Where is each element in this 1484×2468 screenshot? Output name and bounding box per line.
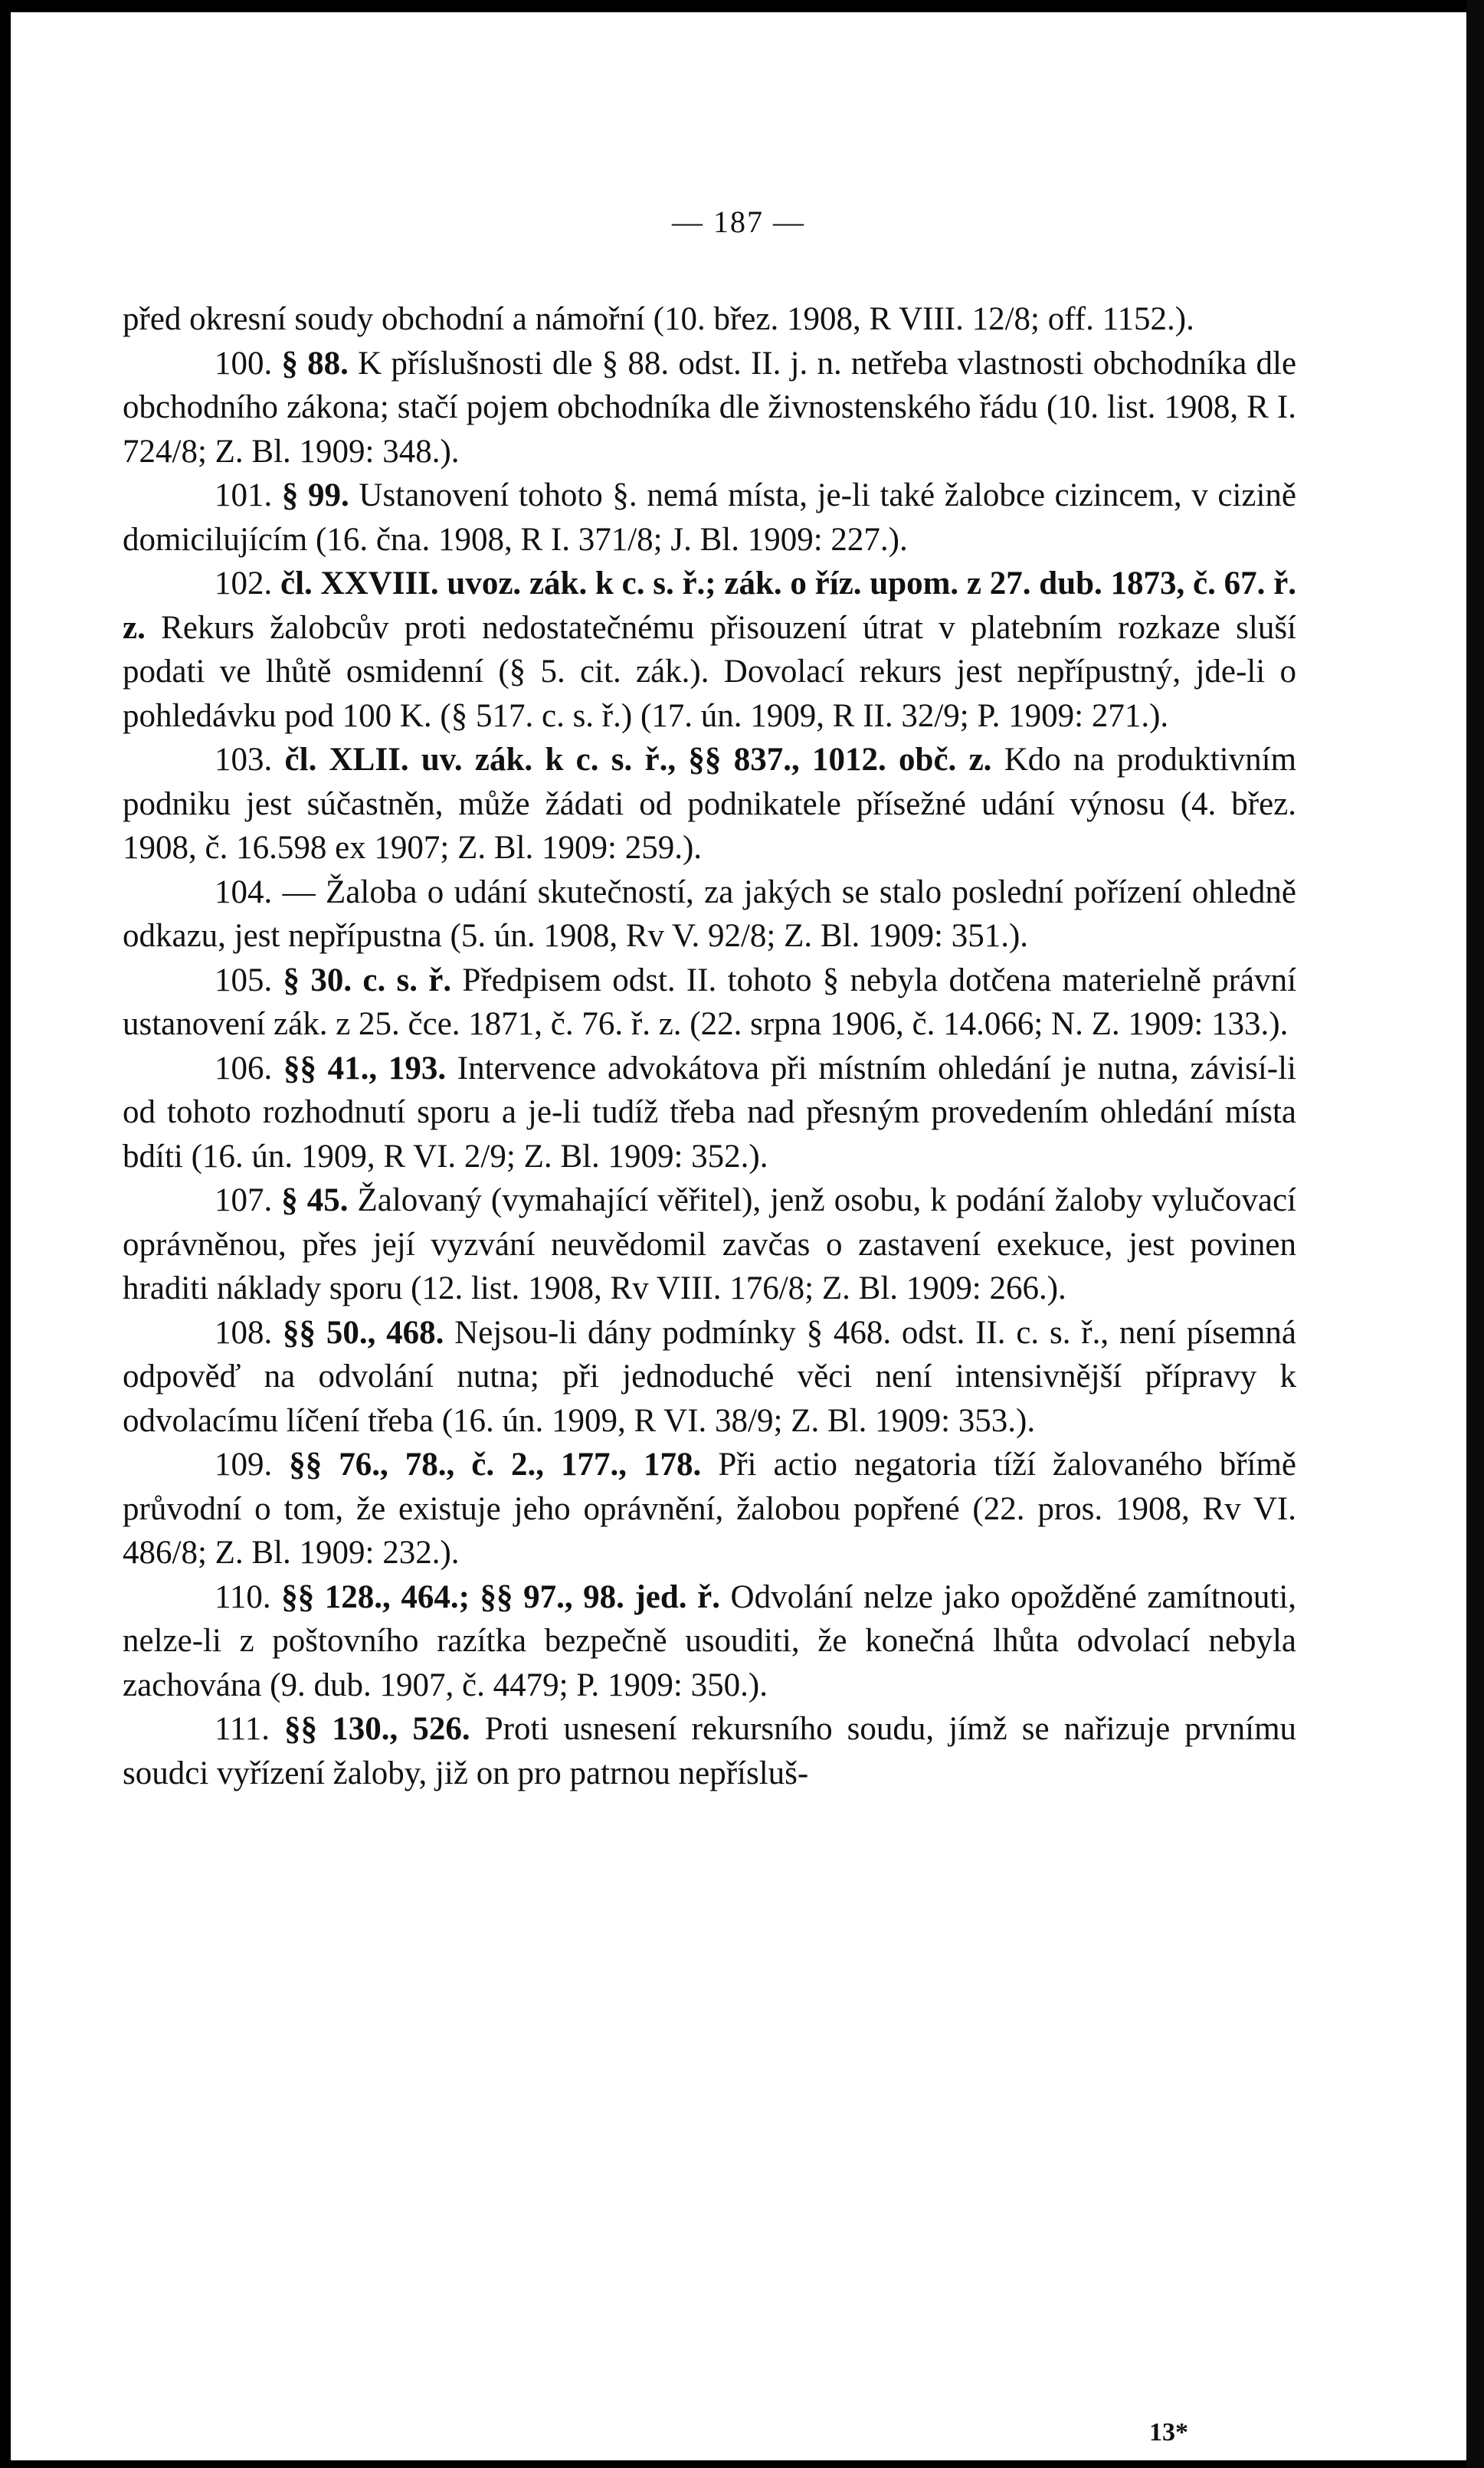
entry-heading: §§ 128., 464.; §§ 97., 98. jed. ř. <box>281 1578 720 1615</box>
page-number: — 187 — <box>672 205 805 239</box>
entry-number: 108. <box>215 1314 273 1351</box>
entry-number: 105. <box>215 962 273 998</box>
entry-body: Proti usnesení rekursního soudu, jímž se nařizuje prvnímu soudci vyřízení žaloby, již on pro patrnou nepřísluš- <box>123 1711 1297 1791</box>
entry-106 <box>123 1047 1296 1179</box>
entry-body: — Žaloba o udání skutečností, za jakých se stalo poslední pořízení ohledně odkazu, jest nepřípustna (5. ún. 1908, Rv V. 92/8; Z. Bl. 1909: 351.). <box>123 873 1297 954</box>
entry-heading: čl. XLII. uv. zák. k c. s. ř., §§ 837., 1012. obč. z. <box>284 742 992 778</box>
entry-heading: čl. XXVIII. uvoz. zák. k c. s. ř.; zák. o říz. upom. z 27. dub. 1873, č. 67. ř. z. <box>123 565 1296 646</box>
signature-mark: 13* <box>1149 2418 1188 2447</box>
entry-108 <box>123 1311 1296 1444</box>
entry-number: 110. <box>215 1578 271 1615</box>
entry-heading: §§ 130., 526. <box>284 1711 470 1747</box>
entry-body: Při actio negatoria tíží žalovaného břímě průvodní o tom, že existuje jeho oprávnění, žalobou popřené (22. pros. 1908, Rv VI. 486/8; Z. Bl. 1909: 232.). <box>123 1447 1297 1571</box>
entry-number: 103. <box>215 742 273 778</box>
entry-body: Intervence advokátova při místním ohledání je nutna, závisí-li od tohoto rozhodnutí sporu a je-li tudíž třeba nad přesným provedením ohledání místa bdíti (16. ún. 1909, R VI. 2/9; Z. Bl. 1909: 352.). <box>123 1050 1296 1175</box>
entry-heading: § 88. <box>281 345 349 382</box>
entry-number: 109. <box>215 1447 273 1483</box>
entry-heading: § 99. <box>281 477 349 513</box>
entry-number: 107. <box>215 1182 273 1218</box>
entry-104 <box>123 870 1296 959</box>
entry-number: 102. <box>215 565 273 601</box>
entry-heading: §§ 50., 468. <box>283 1314 444 1351</box>
entry-109 <box>123 1443 1296 1575</box>
entry-body: Nejsou-li dány podmínky § 468. odst. II. c. s. ř., není písemná odpověď na odvolání nutna; při jednoduché věci není intensivnější přípravy k odvolacímu líčení třeba (16. ún. 1909, R VI. 38/9; Z. Bl. 1909: 353.). <box>123 1314 1296 1439</box>
entry-110 <box>123 1575 1296 1708</box>
entry-100 <box>123 342 1296 474</box>
entry-number: 100. <box>215 345 273 382</box>
text-body <box>123 297 1296 1795</box>
entry-heading: § 45. <box>281 1182 349 1218</box>
entry-number: 111. <box>215 1711 270 1747</box>
entry-body: Kdo na produktivním podniku jest súčastněn, může žádati od podnikatele přísežné udání výnosu (4. břez. 1908, č. 16.598 ex 1907; Z. Bl. 1909: 259.). <box>123 742 1297 866</box>
entry-102 <box>123 562 1296 738</box>
entry-body: Žalovaný (vymahající věřitel), jenž osobu, k podání žaloby vylučovací oprávněnou, přes její vyzvání neuvědomil zavčas o zastavení exekuce, jest povinen hraditi náklady sporu (12. list. 1908, Rv VIII. 176/8; Z. Bl. 1909: 266.). <box>123 1182 1297 1306</box>
scan-edge <box>1466 0 1484 2468</box>
entry-heading: §§ 76., 78., č. 2., 177., 178. <box>289 1447 702 1483</box>
entry-number: 101. <box>215 477 273 513</box>
entry-111 <box>123 1707 1296 1795</box>
entry-body: Ustanovení tohoto §. nemá místa, je-li také žalobce cizincem, v cizině domicilujícím (16. čna. 1908, R I. 371/8; J. Bl. 1909: 227.). <box>123 477 1297 558</box>
entry-body: Rekurs žalobcův proti nedostatečnému přisouzení útrat v platebním rozkaze sluší podati ve lhůtě osmidenní (§ 5. cit. zák.). Dovolací rekurs jest nepřípustný, jde-li o pohledávku pod 100 K. (§ 517. c. s. ř.) (17. ún. 1909, R II. 32/9; P. 1909: 271.). <box>123 609 1297 734</box>
intro-paragraph <box>123 297 1296 342</box>
entry-101 <box>123 474 1296 562</box>
entry-number: 106. <box>215 1050 273 1087</box>
entry-body: K příslušnosti dle § 88. odst. II. j. n. netřeba vlastnosti obchodníka dle obchodního zákona; stačí pojem obchodníka dle živnostenského řádu (10. list. 1908, R I. 724/8; Z. Bl. 1909: 348.). <box>123 345 1297 470</box>
entry-heading: §§ 41., 193. <box>283 1050 447 1087</box>
entry-107 <box>123 1178 1296 1311</box>
entry-body: Předpisem odst. II. tohoto § nebyla dotčena materielně právní ustanovení zák. z 25. čce. 1871, č. 76. ř. z. (22. srpna 1906, č. 14.066; N. Z. 1909: 133.). <box>123 962 1297 1042</box>
document-page <box>11 12 1466 2460</box>
entry-103 <box>123 738 1296 870</box>
entry-105 <box>123 959 1296 1047</box>
entry-body: před okresní soudy obchodní a námořní (10. břez. 1908, R VIII. 12/8; off. 1152.). <box>123 301 1194 337</box>
entry-number: 104. <box>215 873 273 910</box>
entry-heading: § 30. c. s. ř. <box>283 962 452 998</box>
entry-body: Odvolání nelze jako opožděné zamítnouti, nelze-li z poštovního razítka bezpečně usouditi, že konečná lhůta odvolací nebyla zachována (9. dub. 1907, č. 4479; P. 1909: 350.). <box>123 1578 1297 1703</box>
